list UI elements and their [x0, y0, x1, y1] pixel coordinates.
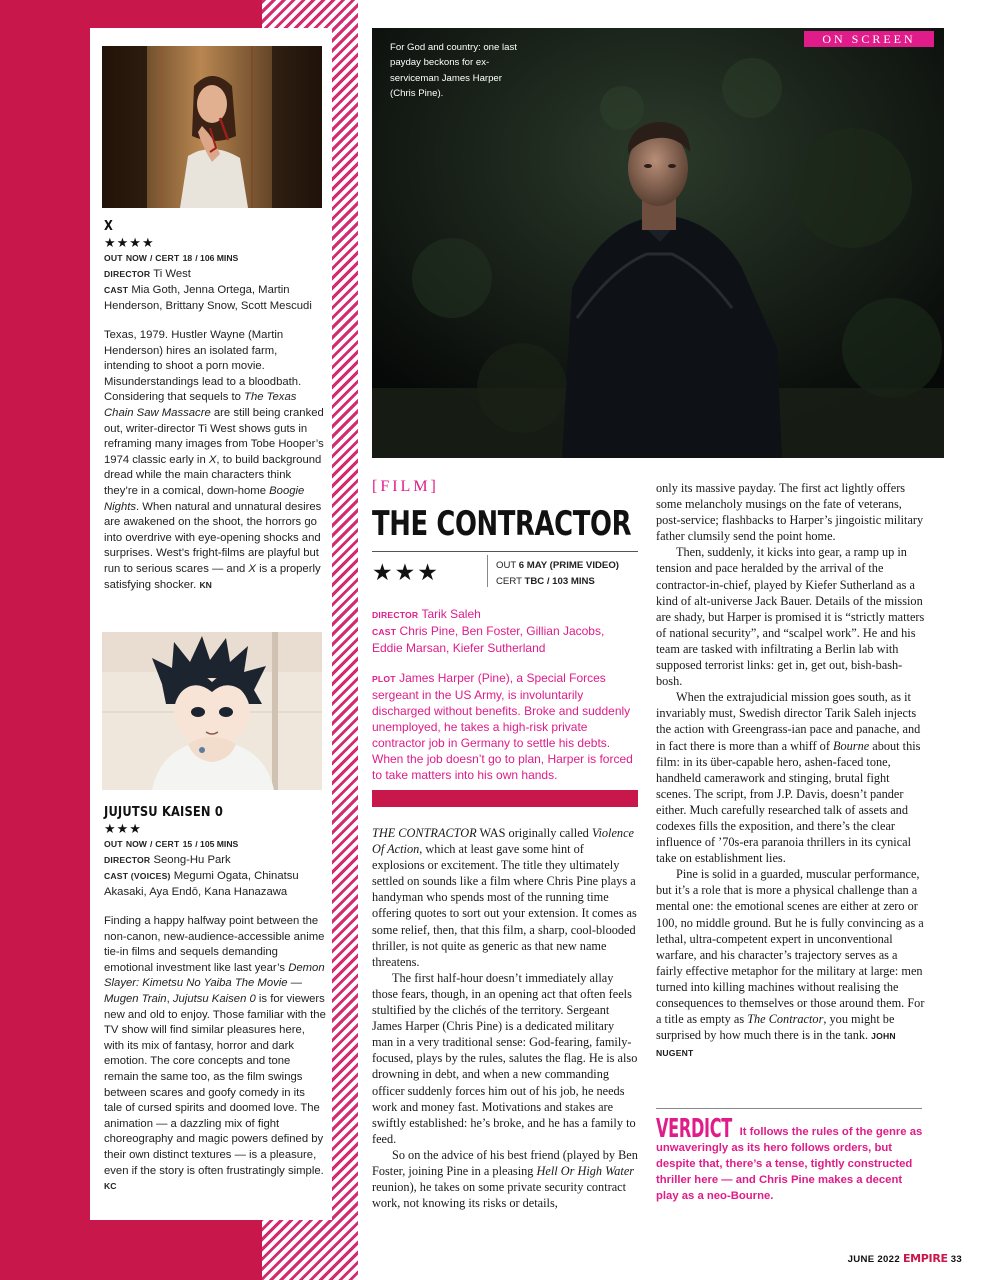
body-text: only its massive payday. The first act lightly offers some melancholy musings on the fate of veterans, post-service; flashbacks to Harper’s jingoistic military father clumsily send the point home. — [656, 481, 924, 544]
body-text: Finding a happy halfway point between the non-canon, new-audience-accessible anime tie-in films and sequels demanding emotional investment like last year’s — [104, 915, 325, 974]
article-column-1 — [372, 825, 638, 1211]
author-signature: JOHN NUGENT — [656, 1031, 896, 1059]
review-meta — [104, 250, 326, 314]
main-star-rating: ★★★ — [372, 559, 440, 585]
review-title: X — [104, 218, 114, 234]
cert-value: 18 — [182, 253, 193, 263]
paragraph — [656, 480, 926, 544]
verdict-divider — [656, 1108, 922, 1109]
sidebar-reviews — [90, 28, 332, 1220]
star-rating: ★★★ — [104, 821, 142, 836]
cert-value: TBC — [524, 576, 545, 587]
verdict-text: It follows the rules of the genre as unwaveringly as its hero follows orders, but despite that, there’s a tense, tightly constructed thriller here — and Chris Pine makes a decent play as a neo-Bourne. — [656, 1126, 923, 1202]
reviewer-initials: KC — [104, 1181, 117, 1192]
release-info — [496, 558, 619, 590]
director-value: Ti West — [153, 268, 191, 280]
cast-label: CAST (VOICES) — [104, 871, 171, 881]
body-text: about this film: in its über-capable hero, ashen-faced tone, handheld camerawork and stinging, brutal fight scenes. The script, from J.P. Davis, doesn’t pander either. Much carefully researched talk of assets and codexes fills the exposition, and there’s the clear influence of ’70s-era paranoia thrillers in its cynical take on establishment lies. — [656, 738, 921, 866]
runtime-value: / 105 MINS — [195, 839, 239, 849]
body-text: , which at least gave some hint of explosions or excitement. The title they ultimately settled on sounds like a film where Chris Pine plays a handyman who spends most of the running time offering quotes to sort out your extension. It comes as some relief, then, that this film, a sharp, cool-blooded thriller, is not quite as generic as that new name threatens. — [372, 842, 637, 969]
review-title: JUJUTSU KAISEN 0 — [104, 804, 224, 820]
paragraph — [656, 866, 926, 1061]
body-italic: X — [248, 562, 256, 575]
review-body — [104, 328, 326, 593]
review-jujutsu-kaisen — [104, 804, 326, 1195]
separator-bar — [372, 790, 638, 807]
paragraph: The first half-hour doesn’t immediately allay those fears, though, in an opening act that often feels stultified by the clichés of the territory. Sergeant James Harper (Chris Pine) is a dedicated military man in a very traditional sense: God-fearing, family-focused, plays by the rules, salutes the flag. He is also drowning in debt, and when a new commanding officer suddenly forces him out of his job, he needs work and money fast. Motivations and stakes are swiftly established: he’s broke, and he has a family to feed. — [372, 970, 638, 1146]
article-column-2 — [656, 480, 926, 1061]
out-value: 6 MAY (PRIME VIDEO) — [518, 560, 619, 571]
film-title: THE CONTRACTOR — [372, 504, 632, 544]
cert-value: 15 — [182, 839, 193, 849]
cert-label: / CERT — [150, 839, 180, 849]
page-footer — [848, 1252, 962, 1265]
body-italic: Bourne — [833, 738, 870, 753]
plot-text: James Harper (Pine), a Special Forces sergeant in the US Army, is involuntarily discharged without benefits. Broke and suddenly unemployed, he takes a high-risk private contractor job in Germany to settle his debts. When the job doesn’t go to plan, Harper is forced to take matters into his own hands. — [372, 671, 633, 782]
photo-caption: For God and country: one last payday beckons for ex-serviceman James Harper (Chris Pine). — [390, 42, 517, 100]
director-value: Tarik Saleh — [421, 607, 481, 621]
title-divider — [372, 551, 638, 552]
cert-label: / CERT — [150, 253, 180, 263]
body-text: Pine is solid in a guarded, muscular performance, but it’s a role that is more a physical challenge than a mental one: the emotional scenes are either at zero or 100, no middle ground. But he is fully convincing as a lethal, ultra-competent expert in unconventional warfare, and his character’s trajectory serves as a fairly effective metaphor for the military at large: men turned into killing machines without realising the consequences to themselves or those around them. For a title as empty as — [656, 867, 925, 1027]
rating-divider — [487, 555, 488, 587]
verdict-box — [656, 1114, 926, 1204]
plot-label: PLOT — [372, 674, 396, 684]
body-text: WAS originally called — [476, 826, 592, 840]
review-meta — [104, 836, 326, 900]
body-italic: THE CONTRACTOR — [372, 826, 477, 840]
x-film-still — [102, 46, 322, 208]
body-text: , you might be surprised by how much there is in the tank. — [656, 1012, 895, 1043]
body-italic: The Contractor — [747, 1012, 824, 1027]
runtime-value: / 103 MINS — [546, 576, 595, 587]
body-text: So on the advice of his best friend (played by Ben Foster, joining Pine in a pleasing — [372, 1147, 638, 1178]
review-x — [104, 218, 326, 593]
film-credits — [372, 606, 638, 656]
body-text: , — [166, 992, 173, 1005]
paragraph — [372, 825, 638, 970]
out-label: OUT — [104, 253, 123, 263]
cast-label: CAST — [372, 627, 397, 637]
issue-date: JUNE 2022 — [847, 1254, 900, 1265]
body-text: reunion), he takes on some private security contract work, not knowing its risks or details, — [372, 1180, 627, 1211]
director-label: DIRECTOR — [104, 269, 151, 279]
body-italic: Boogie Nights — [104, 484, 305, 513]
section-tag: ON SCREEN — [804, 31, 934, 47]
reviewer-initials: KN — [199, 579, 212, 590]
director-label: DIRECTOR — [104, 855, 151, 865]
jujutsu-kaisen-still — [102, 632, 322, 790]
film-plot — [372, 670, 638, 783]
cast-value: Megumi Ogata, Chinatsu Akasaki, Aya Endō, Kana Hanazawa — [104, 870, 299, 898]
director-value: Seong-Hu Park — [153, 854, 231, 866]
verdict-label: VERDICT — [656, 1114, 732, 1144]
out-label: OUT — [104, 839, 123, 849]
hero-photo — [372, 28, 944, 458]
cert-label: CERT — [496, 576, 522, 587]
cast-label: CAST — [104, 285, 129, 295]
body-text: , to build background dread while the main characters think they’re in a comical, down-home — [104, 453, 322, 497]
review-body — [104, 914, 326, 1195]
cast-value: Chris Pine, Ben Foster, Gillian Jacobs, Eddie Marsan, Kiefer Sutherland — [372, 624, 605, 655]
director-label: DIRECTOR — [372, 610, 419, 620]
body-italic: X — [208, 453, 217, 466]
out-label: OUT — [496, 560, 517, 571]
out-value: NOW — [125, 253, 147, 263]
page-number: 33 — [950, 1254, 962, 1265]
cast-value: Mia Goth, Jenna Ortega, Martin Henderson, Brittany Snow, Scott Mescudi — [104, 284, 312, 312]
body-italic: The Texas Chain Saw Massacre — [104, 391, 297, 419]
category-tag: [FILM] — [372, 478, 439, 495]
body-text: is a properly satisfying shocker. — [104, 562, 321, 591]
body-text: are still being cranked out, writer-director Ti West shows guts in reframing many images from Tobe Hooper’s 1974 classic early in — [104, 406, 324, 466]
paragraph — [372, 1147, 638, 1211]
body-text: When the extrajudicial mission goes south, as it invariably must, Swedish director Tarik Saleh injects the action with Greengrass-ian pace and panache, and in fact there is more than a whiff of — [656, 690, 921, 753]
runtime-value: / 106 MINS — [195, 253, 239, 263]
body-italic: Violence Of Action — [372, 826, 634, 857]
paragraph: Then, suddenly, it kicks into gear, a ramp up in tension and pace heralded by the arrival of the contractor-in-chief, played by Kiefer Sutherland as a kind of alt-universe Jack Bauer. Details of the mission are shady, but Harper is promised it is “strictly matters of national security”, and “scalpel work”. He and his team are tasked with infiltrating a Berlin lab with supposed terrorist links: get in, get out, bish-bash-bosh. — [656, 545, 925, 689]
paragraph — [656, 689, 926, 866]
body-text: . When natural and unnatural desires are awakened on the shoot, the horrors go into overdrive with eye-opening shocks and surprises. West’s fright-films are playful but run to serious scares — and — [104, 500, 322, 575]
body-text: Texas, 1979. Hustler Wayne (Martin Henderson) hires an isolated farm, intending to shoot a porn movie. Misunderstandings lead to a bloodbath. Considering that sequels to — [104, 329, 302, 404]
body-italic: Demon Slayer: Kimetsu No Yaiba The Movie — Mugen Train — [104, 961, 325, 1005]
body-italic: Jujutsu Kaisen 0 — [172, 992, 256, 1005]
body-text: is for viewers new and old to enjoy. Those familiar with the TV show will find similar pleasures here, with its mix of fantasy, horror and dark emotion. The core concepts and tone remain the same too, as the film swings between scares and goofy comedy in its tale of cursed spirits and doomed love. The animation — a dazzling mix of fight choreography and magic powers defined by their own distinct textures — is a pleasure, even if the story is often frustratingly simple. — [104, 992, 326, 1177]
star-rating: ★★★★ — [104, 235, 155, 250]
body-italic: Hell Or High Water — [536, 1163, 635, 1178]
magazine-logo: EMPIRE — [902, 1252, 948, 1265]
out-value: NOW — [125, 839, 147, 849]
